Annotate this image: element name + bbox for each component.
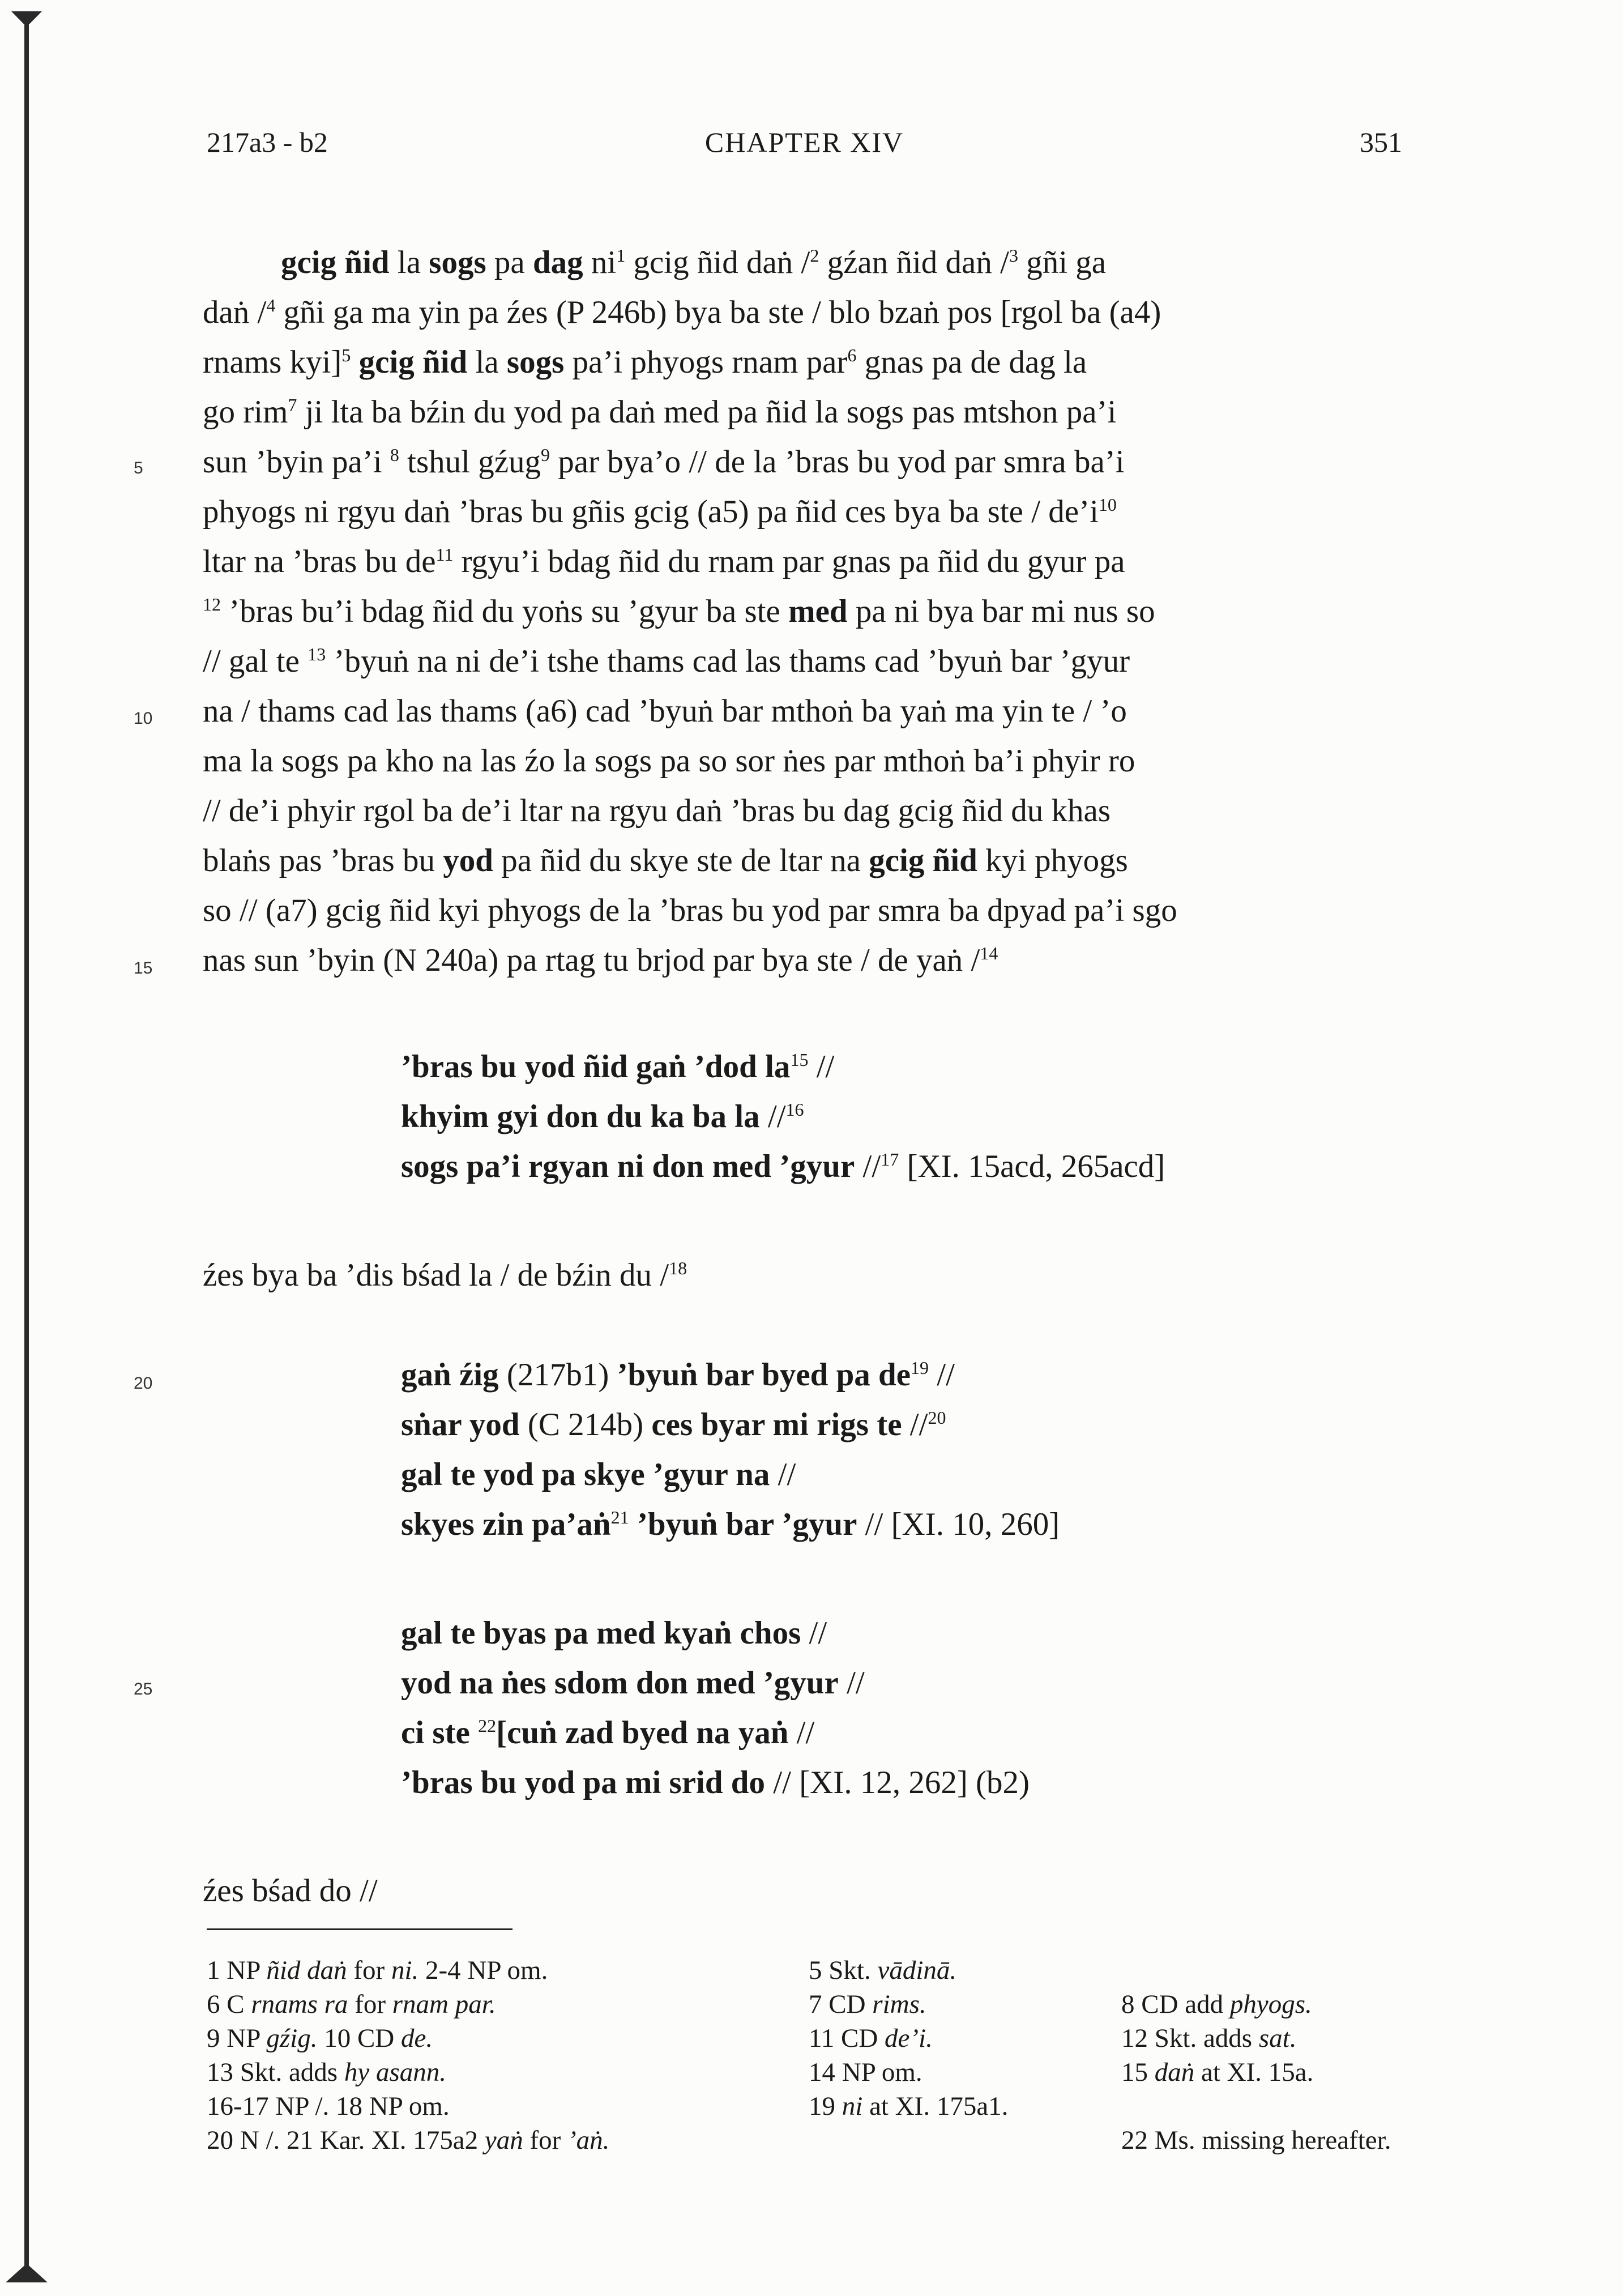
footnote-ref: 10 [1098,494,1117,515]
text-run: de’i. [885,2024,933,2053]
text-run: at XI. 15a. [1194,2058,1314,2087]
text-run: 12 Skt. adds [1121,2024,1259,2053]
prose-block-2 [203,1251,1406,1300]
text-run: ltar na ’bras bu de [203,544,436,579]
footnote-ref: 6 [847,345,857,365]
text-run: yaṅ [484,2126,523,2155]
footnote-ref: 15 [790,1049,809,1070]
text-run: // [XI. 12, 262] (b2) [765,1765,1030,1800]
text-run: 7 CD [809,1990,873,2019]
text-run: pa ñid du skye ste de ltar na [493,843,869,878]
verse-block-2 [401,1350,1060,1550]
footnote-ref: 22 [478,1715,497,1736]
line-number: 10 [134,709,153,728]
folio-range: 217a3 - b2 [207,126,328,158]
text-run: nas sun ’byin (N 240a) pa rtag tu brjod par bya ste / de yaṅ / [203,942,980,978]
running-header [207,126,1402,165]
text-line [203,786,1406,836]
text-run: // [902,1407,928,1443]
text-run: sogs pa’i rgyan ni don med ’gyur [401,1149,855,1184]
text-line [203,1251,1406,1300]
line-number: 20 [134,1374,153,1393]
footnote [207,2023,433,2054]
footnote-ref: 12 [203,594,221,614]
footnote [809,2091,1008,2122]
text-run: na / thams cad las thams (a6) cad ’byuṅ bar mthoṅ ba yaṅ ma yin te / ’o [203,693,1127,729]
text-run: // [929,1357,955,1393]
text-line [203,437,1406,487]
text-line [401,1708,1030,1758]
footnote-ref: 19 [911,1358,929,1378]
text-run: 11 CD [809,2024,885,2053]
text-run: phyogs ni rgyu daṅ ’bras bu gñis gcig (a5) pa ñid ces bya ba ste / de’i [203,494,1099,530]
text-run: pa’i phyogs rnam par [564,344,848,380]
text-run: gñi ga [1018,245,1107,280]
footnote [207,2091,450,2122]
footnote-ref: 2 [810,245,819,266]
binding-mark-bottom [6,2265,48,2282]
footnote-ref: 21 [610,1507,629,1527]
footnote [1121,2125,1391,2156]
text-run: ma la sogs pa kho na las źo la sogs pa so sor ṅes par mthoṅ ba’i phyir ro [203,743,1135,779]
prose-block-main [203,238,1406,985]
footnote [809,1989,926,2020]
text-run: vādinā. [877,1956,957,1985]
text-run: go rim [203,394,288,430]
text-run: khyim gyi don du ka ba la [401,1099,760,1134]
text-run: rims. [872,1990,926,2019]
text-run: gaṅ źig [401,1357,499,1393]
text-run: ñid daṅ [266,1956,347,1985]
footnote-ref: 9 [541,445,550,465]
text-run: yod [443,843,493,878]
footnote [809,1955,956,1986]
text-run: gcig ñid daṅ / [625,245,810,280]
text-line [203,836,1406,886]
footnote [809,2057,922,2088]
text-line [401,1658,1030,1708]
text-run: // [855,1149,881,1184]
text-run: 20 N /. 21 Kar. XI. 175a2 [207,2126,485,2155]
text-line [401,1758,1030,1808]
text-line [203,1866,1406,1916]
text-run: ’bras bu yod pa mi srid do [401,1765,766,1800]
text-run: gcig ñid [869,843,977,878]
text-run: 8 CD add [1121,1990,1230,2019]
text-run: // [801,1615,827,1651]
text-run: rnams ra [251,1990,348,2019]
text-line [203,736,1406,786]
text-run: at XI. 175a1. [862,2092,1009,2121]
text-run: gal te byas pa med kyaṅ chos [401,1615,801,1651]
footnote [809,2023,933,2054]
footnote-rule [207,1928,512,1930]
text-run: ji lta ba bźin du yod pa daṅ med pa ñid la sogs pas mtshon pa’i [297,394,1117,430]
text-run: ni [583,245,617,280]
text-run: (217b1) [498,1357,617,1393]
text-run: gźan ñid daṅ / [819,245,1009,280]
text-run: źes bśad do // [203,1873,378,1909]
line-number: 25 [134,1680,153,1698]
text-run: ’bras bu yod ñid gaṅ ’dod la [401,1049,791,1085]
text-line [203,637,1406,686]
text-run: // [808,1049,835,1085]
text-line [401,1400,1060,1450]
text-run: ’bras bu’i bdag ñid du yoṅs su ’gyur ba ste [221,594,789,629]
text-run: 22 Ms. missing hereafter. [1121,2126,1391,2155]
text-run: // de’i phyir rgol ba de’i ltar na rgyu daṅ ’bras bu dag gcig ñid du khas [203,793,1111,829]
text-run: pa [486,245,533,280]
text-run: ’byuṅ bar ’gyur [629,1507,857,1542]
text-run: yod na ṅes sdom don med ’gyur [401,1665,839,1701]
text-run: gźig. [266,2024,318,2053]
text-line [203,387,1406,437]
text-line [203,288,1406,338]
footnote-ref: 14 [980,943,998,963]
text-run: sun ’byin pa’i [203,444,390,480]
text-run: gcig ñid [281,245,390,280]
text-run: for [347,1956,391,1985]
text-run: so // (a7) gcig ñid kyi phyogs de la ’bras bu yod par smra ba dpyad pa’i sgo [203,893,1177,928]
text-run: daṅ / [203,295,267,330]
text-run: 15 [1121,2058,1155,2087]
line-number: 15 [134,959,153,978]
text-run: for [523,2126,568,2155]
line-number: 5 [134,459,143,477]
text-run: tshul gźug [399,444,541,480]
text-run: ces byar mi rigs te [651,1407,902,1443]
footnote [207,2125,609,2156]
footnote-ref: 5 [341,345,351,365]
footnote [1121,2023,1296,2054]
text-line [203,338,1406,387]
footnote-ref: 18 [669,1258,687,1278]
footnote [207,1955,548,1986]
text-line [203,238,1406,288]
text-line [203,537,1406,587]
text-line [401,1042,1165,1092]
text-run: sat. [1258,2024,1297,2053]
text-run: sṅar yod [401,1407,520,1443]
footnote-ref: 16 [785,1099,804,1120]
text-run: // [XI. 10, 260] [857,1507,1060,1542]
text-line [401,1500,1060,1550]
text-run: gcig ñid [358,344,468,380]
text-run: 2-4 NP om. [418,1956,548,1985]
text-run: phyogs. [1229,1990,1312,2019]
text-line [203,936,1406,985]
text-run: 9 NP [207,2024,267,2053]
binding-edge [24,11,29,2271]
page-number: 351 [1360,126,1402,158]
text-run: // [759,1099,786,1134]
text-line [401,1142,1165,1192]
text-run: // [838,1665,865,1701]
text-run: kyi phyogs [977,843,1128,878]
text-run: for [348,1990,392,2019]
verse-block-3 [401,1608,1030,1808]
text-run: 1 NP [207,1956,267,1985]
text-line [203,487,1406,537]
text-run: 6 C [207,1990,251,2019]
text-run: [cuṅ zad byed na yaṅ [496,1715,789,1751]
text-run: ’byuṅ bar byed pa de [617,1357,911,1393]
text-line [203,886,1406,936]
text-line [401,1350,1060,1400]
text-line [401,1608,1030,1658]
text-run: 16-17 NP /. 18 NP om. [207,2092,450,2121]
footnote-ref: 7 [288,395,297,415]
text-run [351,344,358,380]
text-run: pa ni bya bar mi nus so [847,594,1155,629]
text-run: gnas pa de dag la [856,344,1087,380]
text-run: sogs [429,245,486,280]
text-run: daṅ [1154,2058,1195,2087]
footnote-ref: 1 [616,245,626,266]
text-run: 14 NP om. [809,2058,922,2087]
text-run: [XI. 15acd, 265acd] [899,1149,1165,1184]
text-run: ni. [391,1956,419,1985]
text-run: // gal te [203,643,308,679]
footnote [1121,1989,1312,2020]
footnote-ref: 4 [266,295,276,315]
footnote [1121,2057,1313,2088]
footnote-ref: 17 [881,1149,899,1170]
text-run: ni [842,2092,863,2121]
footnote-ref: 3 [1009,245,1018,266]
text-run: ci ste [401,1715,479,1751]
text-run: gal te yod pa skye ’gyur na [401,1457,770,1492]
chapter-title: CHAPTER XIV [704,126,904,158]
text-run: sogs [506,344,565,380]
text-run: 10 CD [317,2024,401,2053]
text-run: // [770,1457,796,1492]
text-run: ’byuṅ na ni de’i tshe thams cad las thams cad ’byuṅ bar ’gyur [326,643,1130,679]
text-run: źes bya ba ’dis bśad la / de bźin du / [203,1257,669,1293]
text-run: // [788,1715,815,1751]
text-run: rnam par. [392,1990,496,2019]
text-run: la [467,344,507,380]
footnote [207,1989,496,2020]
footnote-ref: 11 [435,544,454,565]
text-run: de. [401,2024,433,2053]
text-run: dag [532,245,583,280]
footnote [207,2057,446,2088]
text-run: 13 Skt. adds [207,2058,344,2087]
text-run: 19 [809,2092,842,2121]
prose-block-3 [203,1866,1406,1916]
footnote-ref: 8 [390,445,399,465]
text-run: blaṅs pas ’bras bu [203,843,443,878]
text-run: hy asann. [344,2058,447,2087]
text-run: 5 Skt. [809,1956,878,1985]
text-run: rgyu’i bdag ñid du rnam par gnas pa ñid du gyur pa [453,544,1125,579]
text-run: med [788,594,848,629]
text-line [401,1450,1060,1500]
text-line [203,686,1406,736]
text-run: la [389,245,429,280]
footnote-ref: 20 [928,1407,946,1428]
text-run: skyes zin pa’aṅ [401,1507,611,1542]
text-line [401,1092,1165,1142]
verse-block-1 [401,1042,1165,1192]
text-run: rnams kyi] [203,344,342,380]
text-line [203,587,1406,637]
text-run: gñi ga ma yin pa źes (P 246b) bya ba ste / blo bzaṅ pos [rgol ba (a4) [275,295,1161,330]
text-run: ’aṅ. [567,2126,610,2155]
text-run: par bya’o // de la ’bras bu yod par smra ba’i [550,444,1125,480]
text-run: (C 214b) [519,1407,652,1443]
footnote-ref: 13 [307,644,326,664]
